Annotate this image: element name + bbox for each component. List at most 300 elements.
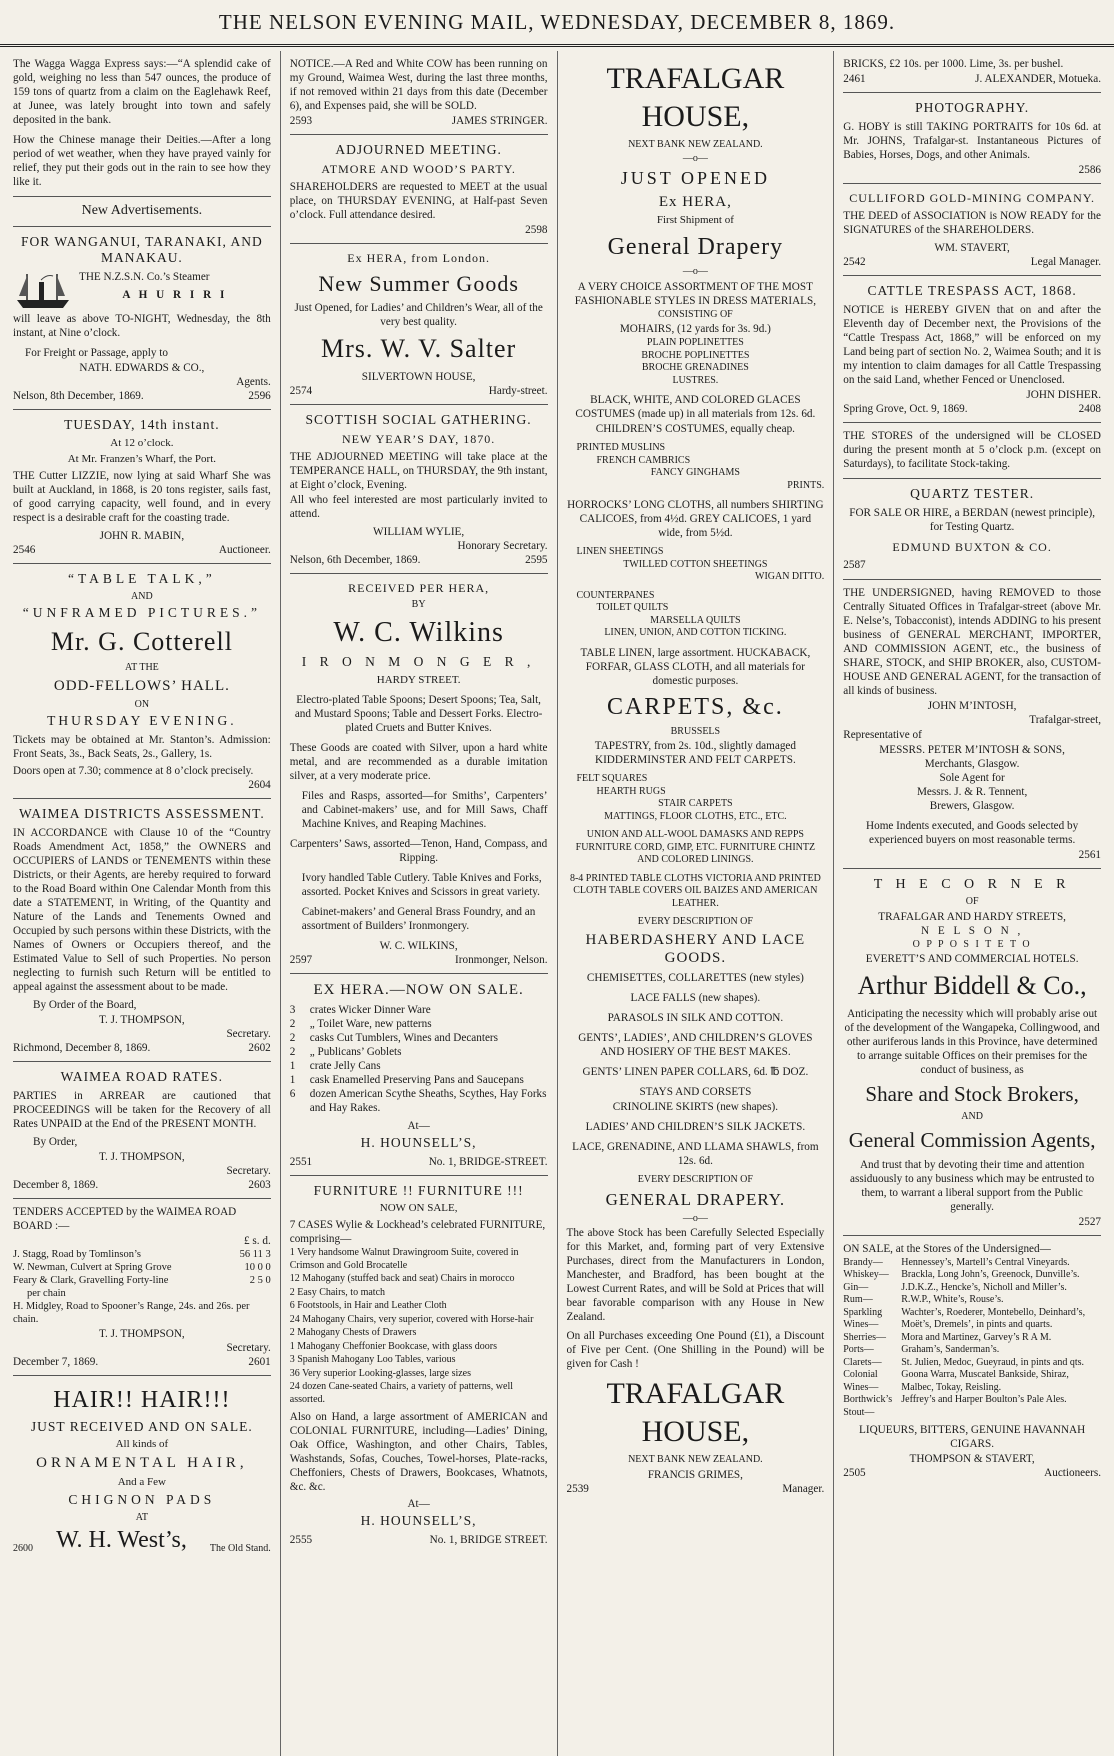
steamer-ship-icon	[13, 270, 73, 312]
manager-role: Legal Manager.	[1030, 255, 1101, 268]
masthead: THE NELSON EVENING MAIL, WEDNESDAY, DECEMBER 8, 1869.	[0, 0, 1114, 47]
mintosh-place: Trafalgar-street,	[1029, 713, 1101, 726]
list-item	[843, 1307, 1101, 1332]
plain-poplinettes: PLAIN POPLINETTES	[646, 337, 744, 348]
hounsell-place: No. 1, BRIDGE-STREET.	[428, 1155, 548, 1168]
ad-number: 2597	[289, 953, 313, 966]
culliford-ad	[843, 184, 1101, 276]
auctioneer-name: THOMPSON & STAVERT,	[909, 1453, 1035, 1466]
page-columns	[0, 47, 1114, 1756]
unframed-title: “UNFRAMED PICTURES.”	[22, 605, 261, 620]
tender-amount: 10 0 0	[244, 1261, 271, 1273]
item-qty: 2	[289, 1045, 296, 1058]
every-description: EVERY DESCRIPTION OF	[637, 916, 753, 927]
section-heading: New Advertisements.	[81, 203, 203, 218]
secretary-role: Honorary Secretary.	[457, 539, 548, 552]
broche-grenadines: BROCHE GRENADINES	[641, 362, 749, 373]
list-item: 24 dozen Cane-seated Chairs, a variety of patterns, well assorted.	[289, 1381, 514, 1405]
column-3	[558, 51, 835, 1756]
toilet-quilts: TOILET QUILTS	[596, 602, 669, 613]
table-row	[13, 1300, 271, 1326]
list-item: crates Wicker Dinner Ware	[309, 1003, 431, 1016]
liquor-type: Ports—	[843, 1344, 874, 1356]
list-item: 1 Mahogany Cheffonier Bookcase, with glass doors	[289, 1340, 498, 1352]
mohairs: MOHAIRS, (12 yards for 3s. 9d.)	[619, 323, 771, 335]
wigan-ditto: WIGAN DITTO.	[755, 571, 825, 582]
liquor-type: Clarets—	[843, 1356, 882, 1368]
ad-heading: QUARTZ TESTER.	[910, 485, 1035, 501]
cutter-body: THE Cutter LIZZIE, now lying at said Wharf She was built at Auckland, in 1868, is 20 tons register, sails fast, of good carrying capacity, well found, and in every respect is a desirable craft for the coasting trade.	[13, 469, 271, 524]
crinoline: CRINOLINE SKIRTS (new shapes).	[612, 1101, 778, 1113]
tender-amount: 2 5 0	[249, 1275, 271, 1286]
tenders-ad	[13, 1199, 271, 1376]
column-2	[281, 51, 558, 1756]
freight-agents: Agents.	[236, 376, 271, 389]
biddell-ad	[843, 869, 1101, 1236]
wilkins-signature: W. C. WILKINS,	[379, 939, 458, 952]
ad-heading: TUESDAY, 14th instant.	[64, 417, 220, 433]
cutter-auction-ad	[13, 410, 271, 563]
list-item	[843, 1294, 1101, 1307]
hounsell-name: H. HOUNSELL’S,	[360, 1134, 477, 1150]
time: At 12 o’clock.	[110, 437, 174, 450]
trust-body: And trust that by devoting their time and attention assiduously to any business which may be entrusted to them, to warrant a liberal support from the Public generally.	[850, 1158, 1095, 1213]
divider: —o—	[682, 152, 708, 164]
auctioneer-name: JOHN R. MABIN,	[99, 529, 185, 542]
list-item: 36 Very superior Looking-glasses, large sizes	[289, 1367, 472, 1379]
ad-number: 2604	[248, 779, 271, 791]
secretary-name: T. J. THOMPSON,	[99, 1327, 185, 1340]
table-cloths: 8-4 PRINTED TABLE CLOTHS VICTORIA AND PRINTED CLOTH TABLE COVERS OIL BAIZES AND AMERICAN LEATHER.	[569, 872, 821, 909]
salter-street: Hardy-street.	[488, 384, 548, 397]
ad-heading: FOR WANGANUI, TARANAKI, AND MANAKAU.	[20, 233, 263, 266]
ad-number: 2600	[13, 1542, 33, 1554]
item-qty: 3	[289, 1003, 296, 1016]
next-bank-2: NEXT BANK NEW ZEALAND.	[628, 1454, 763, 1466]
by-order: By Order of the Board,	[33, 998, 137, 1011]
list-item: 6 Footstools, in Hair and Leather Cloth	[289, 1300, 447, 1312]
tender-item: J. Stagg, Road by Tomlinson’s	[13, 1248, 141, 1260]
ad-number: 2561	[1078, 848, 1101, 861]
list-item	[843, 1357, 1101, 1370]
carpets-heading: CARPETS, &c.	[607, 693, 784, 720]
twilled-sheetings: TWILLED COTTON SHEETINGS	[623, 558, 768, 570]
list-item: 1 Very handsome Walnut Drawingroom Suite, covered in Crimson and Gold Brocatelle	[289, 1247, 519, 1271]
on-sale-heading: ON SALE, at the Stores of the Undersigned—	[843, 1242, 1051, 1255]
brewers: Brewers, Glasgow.	[929, 799, 1015, 812]
cow-body: NOTICE.—A Red and White COW has been running on my Ground, Waimea West, during the last three months, if not removed within 21 days from this date (December 6), and Expenses paid, she will be SOLD.	[289, 58, 548, 112]
tender-item: W. Newman, Culvert at Spring Grove	[13, 1261, 172, 1273]
counterpanes: COUNTERPANES	[576, 589, 655, 601]
table-row	[13, 1261, 271, 1274]
hera-sale-ad	[290, 974, 548, 1176]
wilkins-name: W. C. Wilkins	[333, 617, 504, 649]
rates-body: PARTIES in ARREAR are cautioned that PROCEEDINGS will be taken for the Recovery of all Rates UNPAID at the End of the PRESENT MONTH.	[13, 1089, 271, 1130]
list-item	[843, 1394, 1101, 1419]
at-word: At—	[407, 1498, 430, 1511]
tennent: Messrs. J. & R. Tennent,	[916, 785, 1028, 798]
tender-item: Feary & Clark, Gravelling Forty-line	[13, 1275, 169, 1286]
on-word: ON	[134, 698, 150, 710]
goods-body: These Goods are coated with Silver, upon a hard white metal, and are recommended as a durable imitation silver, at a very moderate price.	[289, 741, 548, 782]
paper-collars: GENTS’ LINEN PAPER COLLARS, 6d. ℔ DOZ.	[582, 1066, 809, 1078]
ad-number: 2593	[289, 115, 313, 127]
cases-line: 7 CASES Wylie & Lockhead’s celebrated FURNITURE, comprising—	[289, 1219, 546, 1246]
secretary-role: Secretary.	[226, 1341, 271, 1354]
ad-heading: ADJOURNED MEETING.	[335, 142, 502, 157]
trafalgar-hardy: TRAFALGAR AND HARDY STREETS,	[878, 910, 1066, 923]
list-item: dozen American Scythe Sheaths, Scythes, Hay Forks and Hay Rakes.	[309, 1087, 547, 1114]
tapestry: TAPESTRY, from 2s. 10d., slightly damaged KIDDERMINSTER AND FELT CARPETS.	[594, 740, 796, 766]
list-item	[843, 1369, 1101, 1394]
ad-number: 2596	[248, 390, 271, 403]
stores-body: THE STORES of the undersigned will be CLOSED during the present month at 5 o’clock p.m. (except on Saturdays), to facilitate Stock-taking.	[843, 429, 1101, 470]
quartz-tester-ad	[843, 479, 1101, 580]
glaces: BLACK, WHITE, AND COLORED GLACES COSTUMES (made up) in all materials from 12s. 6d.	[575, 394, 816, 420]
ad-number: 2461	[843, 73, 866, 85]
new-advertisements-heading	[13, 197, 271, 227]
of-word: OF	[965, 896, 979, 908]
west-name: W. H. West’s,	[56, 1527, 187, 1553]
buxton-name: EDMUND BUXTON & CO.	[892, 539, 1052, 554]
lace-falls: LACE FALLS (new shapes).	[630, 992, 761, 1004]
cotterell-name: Mr. G. Cotterell	[50, 626, 233, 656]
foundry-body: Cabinet-makers’ and General Brass Foundry, and an assortment of Builders’ Ironmongery.	[301, 905, 536, 932]
item-qty: 1	[289, 1073, 296, 1086]
ad-number: 2601	[248, 1355, 271, 1368]
liquor-type: Borthwick’s Stout—	[843, 1394, 893, 1418]
steamer-body: will leave as above TO-NIGHT, Wednesday, the 8th instant, at Nine o’clock.	[13, 313, 271, 340]
wilkins-ad	[290, 574, 548, 974]
marsella-quilts: MARSELLA QUILTS	[650, 614, 741, 626]
tenders-date: December 7, 1869.	[13, 1355, 99, 1368]
ad-heading: WAIMEA DISTRICTS ASSESSMENT.	[19, 806, 265, 821]
cutlery-body: Ivory handled Table Cutlery. Table Knives and Forks, assorted. Pocket Knives and Scissors in great variety.	[301, 871, 542, 898]
ad-number: 2551	[289, 1155, 313, 1168]
horrocks: HORROCKS’ LONG CLOTHS, all numbers SHIRTING CALICOES, from 4½d. GREY CALICOES, 1 yard wide, from 5½d.	[567, 499, 824, 539]
liquor-type: Sherries—	[843, 1331, 887, 1343]
ad-heading: CATTLE TRESPASS ACT, 1868.	[867, 282, 1077, 298]
sole-agent: Sole Agent for	[939, 771, 1005, 784]
ex-hera: Ex HERA,	[658, 193, 732, 210]
furniture-ad	[290, 1176, 548, 1554]
silk-jackets: LADIES’ AND CHILDREN’S SILK JACKETS.	[585, 1121, 806, 1133]
liquor-type: Gin—	[843, 1281, 869, 1293]
auctioneer-role: Auctioneers.	[1044, 1467, 1101, 1480]
summer-goods-ad	[290, 244, 548, 405]
ad-heading: FURNITURE !! FURNITURE !!!	[313, 1182, 524, 1198]
biddell-name: Arthur Biddell & Co.,	[857, 971, 1087, 1001]
venue: ODD-FELLOWS’ HALL.	[53, 677, 230, 694]
list-item: 12 Mahogany (stuffed back and seat) Chairs in morocco	[289, 1273, 515, 1285]
opposite-to: O P P O S I T E T O	[912, 938, 1032, 950]
freight-line: For Freight or Passage, apply to	[25, 347, 168, 360]
ironmonger-title: I R O N M O N G E R ,	[301, 654, 536, 670]
stores-closed-ad	[843, 423, 1101, 479]
photography-ad	[843, 93, 1101, 184]
liquor-type: Whiskey—	[843, 1269, 889, 1281]
stock-body: The above Stock has been Carefully Selected Especially for this Market, and, forming part of very Extensive Purchases, direct from the Manufacturers in London, Manchester, and Bradford, has been bought at the Lowest Current Rates, and will be Sold at Prices that will bear favorable comparison with any House in New Zealand.	[566, 1227, 825, 1324]
freight-agent: NATH. EDWARDS & CO.,	[79, 362, 205, 375]
list-item: cask Enamelled Preserving Pans and Saucepans	[309, 1073, 524, 1086]
deed-body: THE DEED of ASSOCIATION is NOW READY for the SIGNATURES of the SHAREHOLDERS.	[843, 209, 1101, 236]
ad-number: 2527	[1078, 1215, 1101, 1228]
west-place: The Old Stand.	[209, 1542, 271, 1554]
first-shipment: First Shipment of	[656, 214, 734, 227]
mintosh-ad	[843, 580, 1101, 869]
wilkins-place: Ironmonger, Nelson.	[455, 953, 548, 966]
news-items	[13, 51, 271, 197]
rates-date: December 8, 1869.	[13, 1178, 99, 1191]
table-talk-title: “TABLE TALK,”	[67, 570, 216, 586]
list-item: crate Jelly Cans	[309, 1059, 381, 1072]
commission-agents: General Commission Agents,	[848, 1128, 1096, 1153]
everett-hotels: EVERETT’S AND COMMERCIAL HOTELS.	[865, 953, 1079, 966]
liquor-type: Brandy—	[843, 1256, 883, 1268]
hair-heading: HAIR!! HAIR!!!	[53, 1386, 231, 1413]
hardy-street: HARDY STREET.	[376, 674, 461, 687]
mintosh-name: JOHN M’INTOSH,	[927, 699, 1017, 712]
corner-title: T H E C O R N E R	[873, 876, 1071, 892]
by-order: By Order,	[33, 1135, 78, 1148]
damasks: UNION AND ALL-WOOL DAMASKS AND REPPS FURNITURE CORD, GIMP, ETC. FURNITURE CHINTZ AND COLORED LININGS.	[575, 829, 816, 865]
table-talk-ad	[13, 564, 271, 799]
ad-heading: EX HERA.—NOW ON SALE.	[313, 981, 524, 998]
tender-amount: 56 11 3	[239, 1248, 271, 1260]
stair-carpets: STAIR CARPETS	[658, 798, 733, 809]
brussels: BRUSSELS	[670, 725, 721, 737]
table-linen: TABLE LINEN, large assortment. HUCKABACK, FORFAR, GLASS CLOTH, and all materials for domestic purposes.	[580, 646, 811, 687]
also-on-hand: Also on Hand, a large assortment of AMERICAN and COLONIAL FURNITURE, including—Ladies’ Dining, Oak Office, Washington, and other Chairs, Tables, Washstands, Sofas, Couches, Towel-horses, Plate-racks, Cheffoniers, Chests of Drawers, Bookcases, Whatnots, &c. &c.	[289, 1411, 548, 1494]
hounsell-name: H. HOUNSELL’S,	[360, 1513, 477, 1529]
ad-number: 2542	[843, 255, 866, 268]
tenders-heading: TENDERS ACCEPTED by the WAIMEA ROAD BOARD :—	[13, 1205, 237, 1232]
ad-number: 2598	[525, 223, 548, 236]
and-word: AND	[131, 590, 153, 602]
just-received: JUST RECEIVED AND ON SALE.	[30, 1418, 253, 1434]
divider: —o—	[682, 1212, 708, 1224]
stays: STAYS AND CORSETS	[639, 1086, 752, 1098]
table-row	[13, 1274, 271, 1287]
trafalgar-title: TRAFALGAR HOUSE,	[606, 62, 785, 133]
secretary-name: T. J. THOMPSON,	[99, 1013, 185, 1026]
tender-item: H. Midgley, Road to Spooner’s Range, 24s. and 26s. per chain.	[13, 1301, 250, 1326]
felt-squares: FELT SQUARES	[576, 773, 648, 784]
table-row	[13, 1287, 271, 1300]
list-item	[843, 1332, 1101, 1345]
hearth-rugs: HEARTH RUGS	[596, 785, 666, 797]
salter-name: Mrs. W. V. Salter	[321, 334, 517, 364]
road-rates-ad	[13, 1062, 271, 1199]
thursday-evening: THURSDAY EVENING.	[47, 713, 237, 729]
list-item: 2 Easy Chairs, to match	[289, 1286, 386, 1298]
chinese-item: How the Chinese manage their Deities.—After a long period of wet weather, when they have prayed vainly for relief, they put their gods out in the rain to see how they like it.	[13, 134, 271, 188]
secretary-name: WILLIAM WYLIE,	[373, 525, 465, 538]
liquor-brands: Mora and Martinez, Garvey’s R A M.	[901, 1331, 1052, 1343]
item-qty: 2	[289, 1017, 296, 1030]
list-item: „ Publicans’ Goblets	[309, 1045, 402, 1058]
discount-body: On all Purchases exceeding One Pound (£1), a Discount of Five per Cent. (One Shilling in the Pound) will be given for Cash !	[566, 1330, 825, 1371]
adjourned-meeting-ad	[290, 135, 548, 244]
by-word: BY	[411, 598, 426, 610]
liquor-brands: Graham’s, Sanderman’s.	[901, 1344, 1000, 1356]
tender-item: per chain	[27, 1288, 66, 1300]
cattle-body: NOTICE is HEREBY GIVEN that on and after the Eleventh day of December next, the Provisions of the “Cattle Trespass Act, 1868,” will be enforced on my Land being part of section No. 2, Waimea South; and it is my intention to claim damages for all Cattle Trespassing on the said Land, whether Fenced or Unenclosed.	[843, 303, 1101, 386]
every-description: EVERY DESCRIPTION OF	[637, 1174, 753, 1185]
liquor-brands: Goona Warra, Muscatel Bankside, Shiraz, Malbec, Tokay, Reisling.	[901, 1369, 1069, 1393]
tender-amount	[228, 1287, 270, 1300]
wagga-item: The Wagga Wagga Express says:—“A splendid cake of gold, weighing no less than 547 ounces, the produce of 159 tons of quartz from a claim on the Eaglehawk Reef, at Junee, was lately brought into town and safely deposited in the bank.	[13, 58, 271, 126]
place: At Mr. Franzen’s Wharf, the Port.	[67, 452, 217, 465]
parasols: PARASOLS IN SILK AND COTTON.	[607, 1012, 784, 1024]
steamer-name: A H U R I R I	[122, 289, 228, 302]
owner-name: JOHN DISHER.	[1026, 388, 1101, 401]
list-item: 2 Mahogany Chests of Drawers	[289, 1327, 417, 1339]
consisting-of: CONSISTING OF	[658, 308, 733, 320]
chemisettes: CHEMISETTES, COLLARETTES (new styles)	[586, 972, 804, 984]
general-drapery-2: GENERAL DRAPERY.	[605, 1189, 786, 1209]
ad-number: 2505	[843, 1467, 866, 1480]
liquor-brands: Hennessey’s, Martell’s Central Vineyards.	[901, 1256, 1070, 1268]
prints: PRINTS.	[787, 479, 825, 491]
list-item	[843, 1269, 1101, 1282]
printed-muslins: PRINTED MUSLINS	[576, 442, 666, 453]
list-item: 3 Spanish Mahogany Loo Tables, various	[289, 1354, 456, 1366]
choice-assortment: A VERY CHOICE ASSORTMENT OF THE MOST FASHIONABLE STYLES IN DRESS MATERIALS,	[574, 280, 817, 307]
ad-number: 2602	[248, 1041, 271, 1054]
share-brokers: Share and Stock Brokers,	[865, 1081, 1079, 1106]
liquor-ad	[843, 1236, 1101, 1487]
bricks-body: BRICKS, £2 10s. per 1000. Lime, 3s. per bushel.	[843, 58, 1064, 70]
table-row	[13, 1248, 271, 1261]
mattings: MATTINGS, FLOOR CLOTHS, ETC., ETC.	[604, 810, 787, 822]
silvertown: SILVERTOWN HOUSE,	[361, 370, 476, 383]
received-per-hera: RECEIVED PER HERA,	[348, 580, 490, 595]
at-word: At—	[407, 1119, 430, 1132]
liqueurs: LIQUEURS, BITTERS, GENUINE HAVANNAH CIGARS.	[859, 1424, 1086, 1451]
bricks-ad	[843, 51, 1101, 93]
just-opened: JUST OPENED	[620, 168, 770, 188]
manager-role: Manager.	[782, 1482, 825, 1495]
summer-goods-body: Just Opened, for Ladies’ and Children’s Wear, all of the very best quality.	[294, 302, 543, 329]
broche-poplinettes: BROCHE POPLINETTES	[641, 349, 750, 361]
ad-number: 2539	[566, 1482, 589, 1495]
cow-notice	[290, 51, 548, 135]
divider: —o—	[682, 266, 708, 277]
trafalgar-title-2: TRAFALGAR HOUSE,	[606, 1377, 785, 1448]
ad-number: 2574	[289, 384, 313, 397]
liquor-brands: Wachter’s, Roederer, Montebello, Deinhard’s, Moët’s, Dremels’, in pints and quarts.	[901, 1306, 1086, 1331]
lustres: LUSTRES.	[672, 374, 719, 386]
liquor-brands: J.D.K.Z., Hencke’s, Nicholl and Miller’s.	[901, 1281, 1067, 1293]
item-qty: 1	[289, 1059, 296, 1072]
files-body: Files and Rasps, assorted—for Smiths’, Carpenters’ and Cabinet-makers’ use, and for Mill Saws, Chaff Machine Knives, and Reaping Machines.	[301, 789, 548, 830]
french-cambrics: FRENCH CAMBRICS	[596, 454, 691, 466]
representative: Representative of	[843, 728, 922, 741]
scottish-gathering-ad	[290, 405, 548, 574]
all-kinds: All kinds of	[115, 1438, 169, 1451]
gloves: GENTS’, LADIES’, AND CHILDREN’S GLOVES AND HOSIERY OF THE BEST MAKES.	[578, 1032, 813, 1058]
ad-number: 2546	[13, 543, 36, 556]
manager-name: WM. STAVERT,	[934, 241, 1010, 254]
ad-number: 2555	[289, 1534, 313, 1546]
bricks-name: J. ALEXANDER, Motueka.	[975, 73, 1101, 85]
and-word: AND	[961, 1110, 983, 1122]
scottish-date: Nelson, 6th December, 1869.	[289, 553, 421, 566]
at-word: AT	[135, 1511, 148, 1523]
meeting-body: SHAREHOLDERS are requested to MEET at the usual place, on THURSDAY EVENING, at Half-past Seven o’clock. Full attendance desired.	[289, 180, 548, 221]
ad-heading: CULLIFORD GOLD-MINING COMPANY.	[849, 190, 1095, 205]
ad-number: 2603	[248, 1178, 271, 1191]
ad-number: 2586	[1078, 163, 1101, 176]
ad-heading: SCOTTISH SOCIAL GATHERING.	[305, 411, 532, 427]
item-qty: 2	[289, 1031, 296, 1044]
berdan-body: FOR SALE OR HIRE, a BERDAN (newest principle), for Testing Quartz.	[849, 506, 1096, 533]
mintosh-sons: MESSRS. PETER M’INTOSH & SONS,	[879, 743, 1065, 756]
auctioneer-role: Auctioneer.	[218, 543, 271, 556]
list-item: casks Cut Tumblers, Wines and Decanters	[309, 1031, 499, 1044]
haberdashery: HABERDASHERY AND LACE GOODS.	[585, 931, 806, 967]
liquor-type: Rum—	[843, 1294, 873, 1306]
liquor-type: Sparkling Wines—	[843, 1306, 883, 1331]
tenders-columns: £ s. d.	[244, 1234, 271, 1247]
trafalgar-house-ad	[567, 51, 825, 1502]
hounsell-place: No. 1, BRIDGE STREET.	[429, 1534, 548, 1546]
ad-number: 2408	[1078, 402, 1101, 415]
ticking: LINEN, UNION, AND COTTON TICKING.	[604, 627, 787, 638]
ad-number: 2587	[843, 558, 866, 571]
manager-name: FRANCIS GRIMES,	[647, 1468, 743, 1481]
list-item	[843, 1282, 1101, 1295]
indents-body: Home Indents executed, and Goods selected by experienced buyers on most reasonable terms.	[866, 819, 1079, 846]
chignon-pads: CHIGNON PADS	[68, 1491, 216, 1507]
list-item	[843, 1344, 1101, 1357]
steamer-intro: THE N.Z.S.N. Co.’s Steamer	[79, 271, 210, 284]
secretary-name: T. J. THOMPSON,	[99, 1150, 185, 1163]
liquor-brands: St. Julien, Medoc, Gueyraud, in pints and qts.	[901, 1356, 1085, 1368]
tickets-info: Tickets may be obtained at Mr. Stanton’s. Admission: Front Seats, 3s., Back Seats, 2s., Gallery, 1s.	[13, 734, 271, 760]
cattle-date: Spring Grove, Oct. 9, 1869.	[843, 402, 968, 415]
column-4	[834, 51, 1110, 1756]
list-item: „ Toilet Ware, new patterns	[309, 1017, 432, 1030]
ad-number: 2595	[525, 553, 548, 566]
saws-body: Carpenters’ Saws, assorted—Tenon, Hand, Compass, and Ripping.	[290, 837, 548, 864]
freight-date: Nelson, 8th December, 1869.	[13, 390, 144, 403]
secretary-role: Secretary.	[226, 1027, 271, 1040]
list-item	[843, 1257, 1101, 1270]
cow-owner: JAMES STRINGER.	[451, 115, 548, 127]
hair-ad	[13, 1376, 271, 1562]
electro-plated: Electro-plated Table Spoons; Desert Spoons; Tea, Salt, and Mustard Spoons; Table and Dessert Forks. Electro-plated Cruets and Butter Knives.	[294, 693, 543, 734]
liquor-type: Colonial Wines—	[843, 1369, 879, 1393]
liquor-brands: Brackla, Long John’s, Greenock, Dunville’s.	[901, 1269, 1080, 1281]
scottish-body-2: All who feel interested are most particularly invited to attend.	[289, 493, 548, 520]
list-item: 24 Mahogany Chairs, very superior, covered with Horse-hair	[289, 1313, 534, 1325]
biddell-body: Anticipating the necessity which will probably arise out of the development of the Wangapeka, Collingwood, and other auriferous lands in this Province, have determined to arrange suitable Offices on their premises for the conduct of business, as	[844, 1007, 1100, 1076]
doors-info: Doors open at 7.30; commence at 8 o’clock precisely.	[13, 765, 254, 777]
assessment-date: Richmond, December 8, 1869.	[13, 1041, 151, 1054]
linen-sheetings: LINEN SHEETINGS	[576, 546, 664, 557]
secretary-role: Secretary.	[226, 1164, 271, 1177]
childrens-costumes: CHILDREN’S COSTUMES, equally cheap.	[595, 423, 795, 435]
column-1	[4, 51, 281, 1756]
tenders-table	[13, 1248, 271, 1327]
merchants: Merchants, Glasgow.	[924, 757, 1020, 770]
hera-line: Ex HERA, from London.	[347, 250, 490, 265]
summer-goods-title: New Summer Goods	[318, 270, 519, 296]
steamer-ad	[13, 227, 271, 411]
waimea-assessment-ad	[13, 799, 271, 1062]
